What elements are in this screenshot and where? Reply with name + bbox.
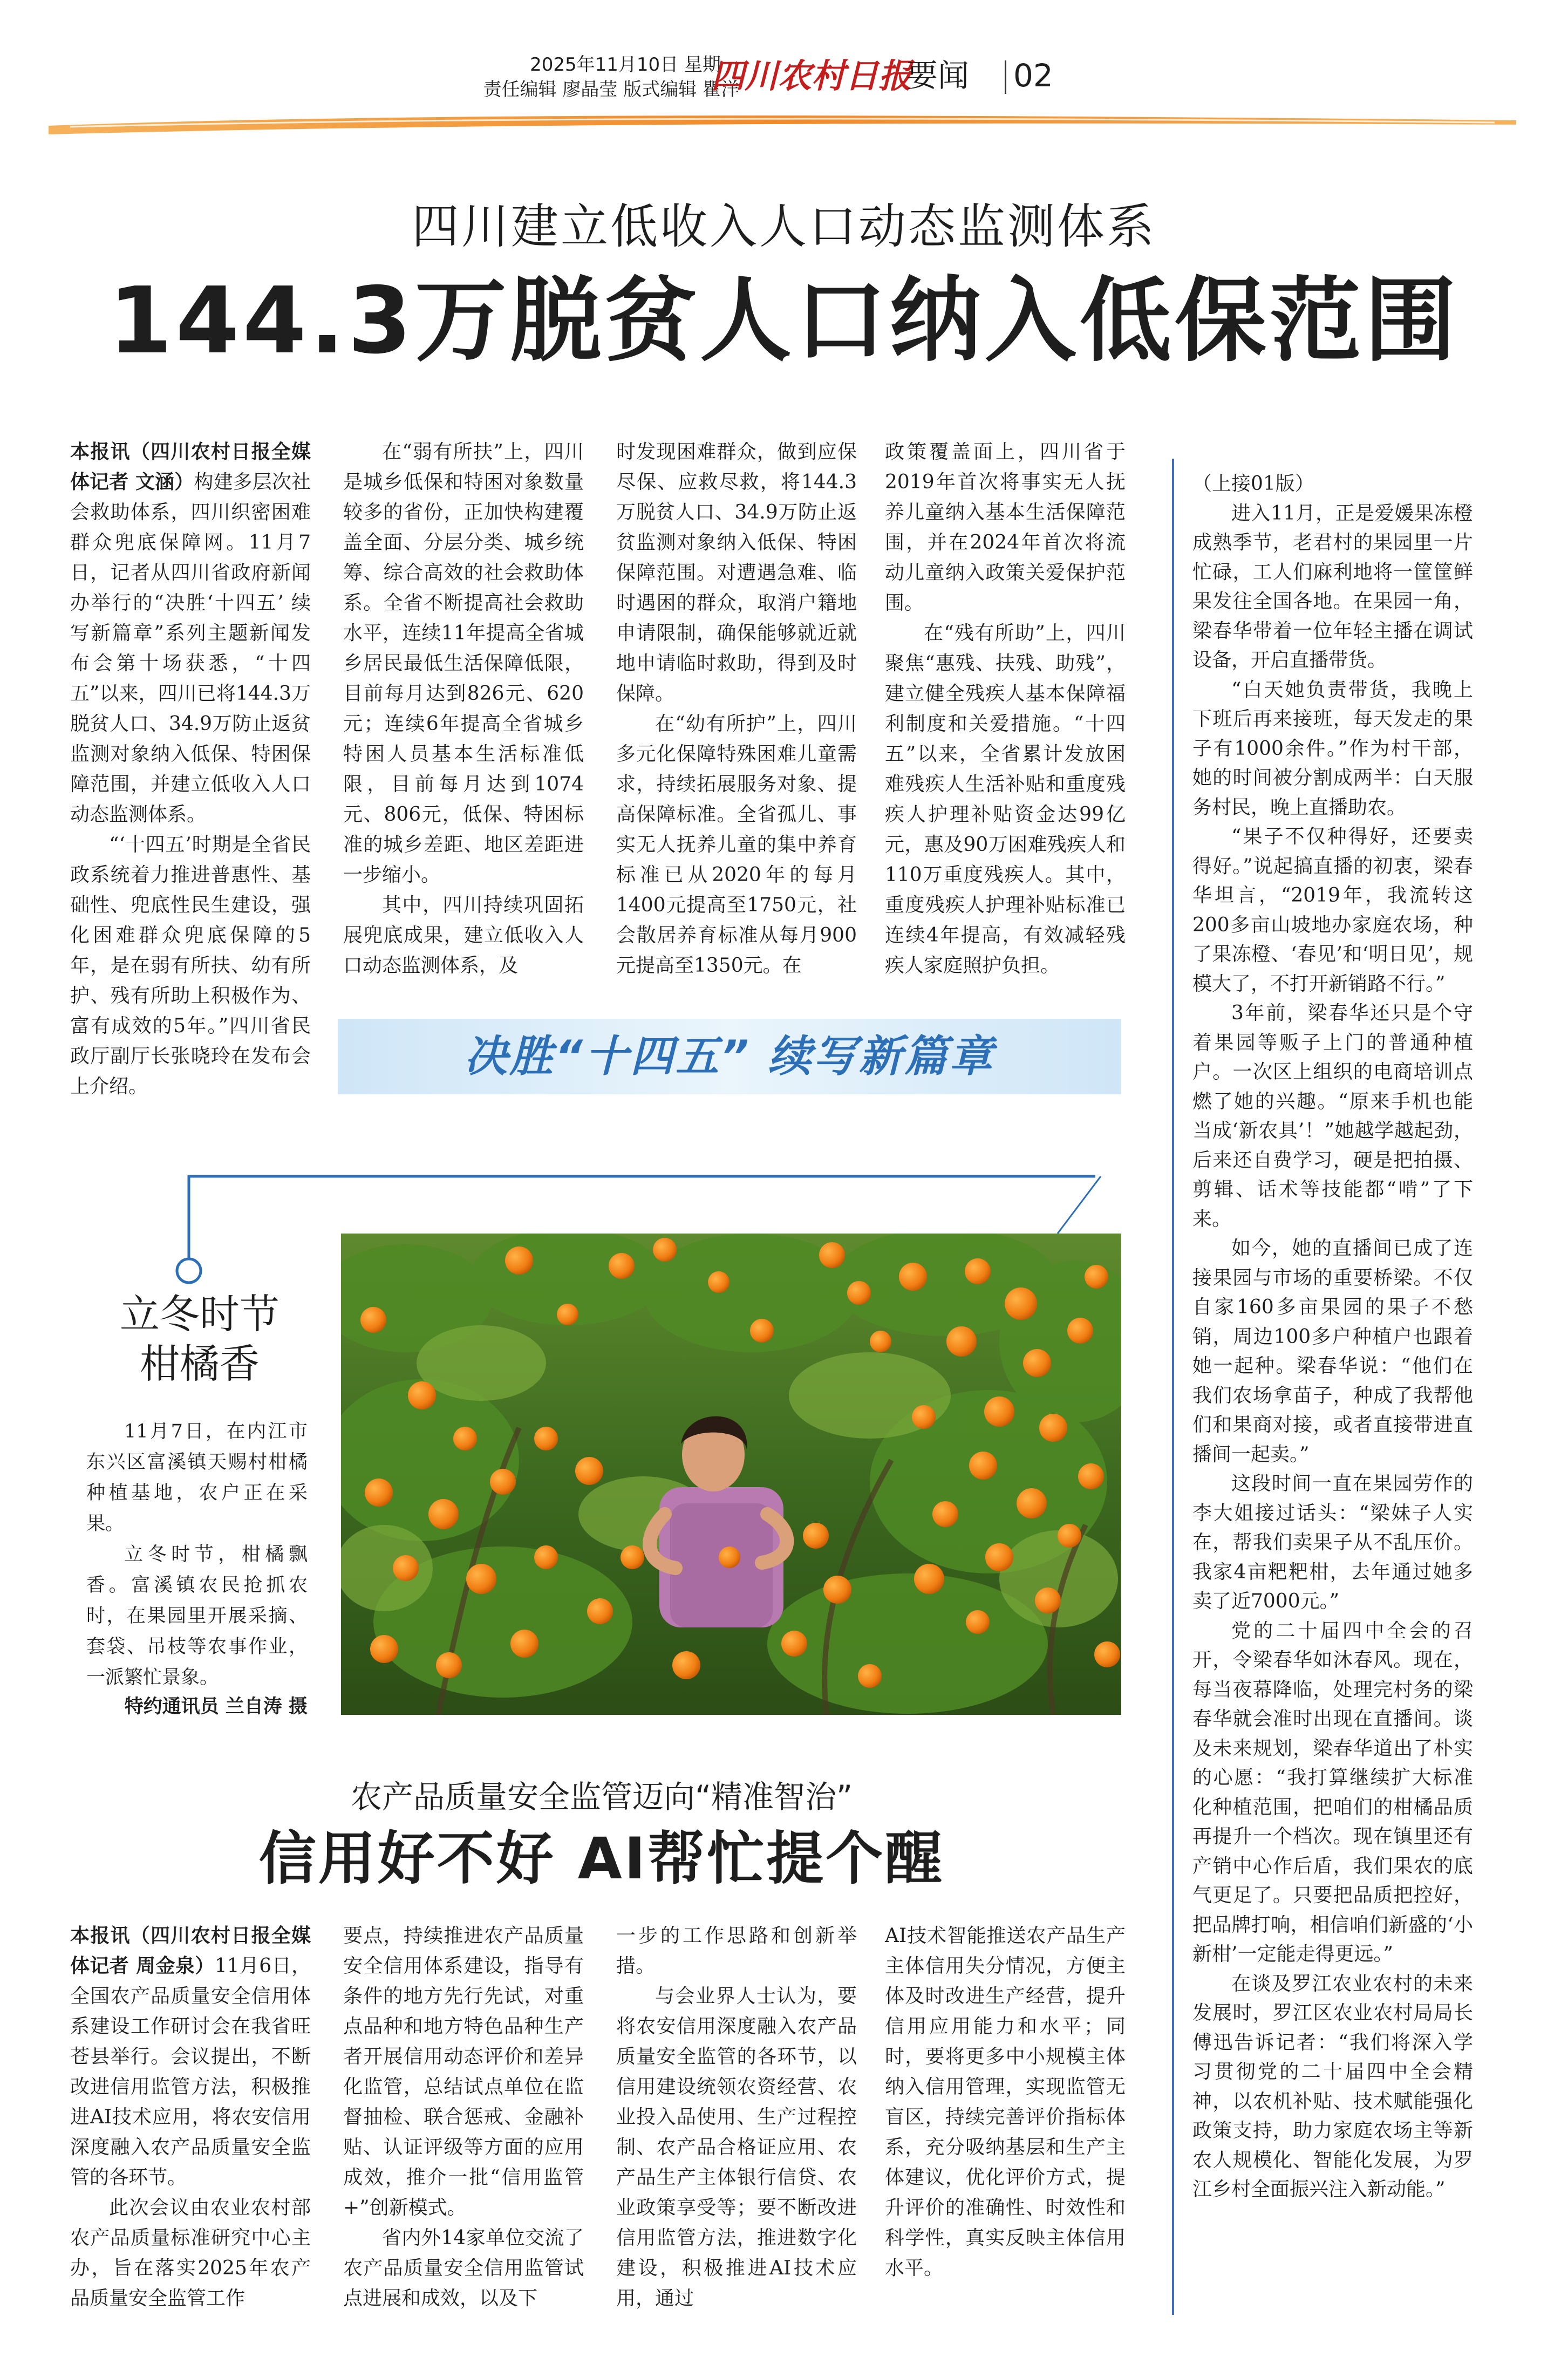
series-banner: 决胜“十四五” 续写新篇章 [464,1031,995,1081]
photo-feature-title [76,1290,324,1389]
article2-column-4 [885,1921,1126,2284]
article2-paragraph: 省内外14家单位交流了农产品质量安全信用监管试点进展和成效，以及下 [343,2227,584,2309]
orange-harvest-photo [341,1234,1121,1715]
side-column-paragraph: 进入11月，正是爱媛果冻橙成熟季节，老君村的果园里一片忙碌，工人们麻利地将一筐筐鲜果发往全国各地。在果园一角，梁春华带着一位年轻主播在调试设备，开启直播带货。 [1192,502,1473,671]
article1-paragraph: 政策覆盖面上，四川省于2019年首次将事实无人抚养儿童纳入基本生活保障范围，并在2024年首次将流动儿童纳入政策关爱保护范围。 [885,441,1126,614]
article1-paragraph: 在“残有所助”上，四川聚焦“惠残、扶残、助残”，建立健全残疾人基本保障福利制度和关爱措施。“十四五”以来，全省累计发放困难残疾人生活补贴和重度残疾人护理补贴资金达99亿元，惠及90万困难残疾人和110万重度残疾人。其中，重度残疾人护理补贴标准已连续4年提高，有效减轻残疾人家庭照护负担。 [885,622,1126,977]
article2-column-2 [343,1921,584,2314]
photo-title-line-2: 柑橘香 [140,1341,260,1387]
article2-column-1 [70,1921,311,2314]
article1-paragraph: 在“幼有所护”上，四川多元化保障特殊困难儿童需求，持续拓展服务对象、提高保障标准。全省孤儿、事实无人抚养儿童的集中养育标准已从2020年的每月1400元提高至1750元，社会散居养育标准从每月900元提高至1350元。在 [616,713,857,977]
side-column-paragraph: “白天她负责带货，我晚上下班后再来接班，每天发走的果子有1000余件。”作为村干部，她的时间被分割成两半：白天服务村民，晚上直播助农。 [1192,678,1473,819]
side-column-paragraph: 在谈及罗江农业农村的未来发展时，罗江区农业农村局局长傅迅告诉记者：“我们将深入学习贯彻党的二十届四中全会精神，以农机补贴、技术赋能强化政策支持，助力家庭农场主等新农人规模化、智能化发展，为罗江乡村全面振兴注入新动能。” [1192,1972,1473,2200]
article1-byline: 本报讯（四川农村日报全媒体记者 文涵） [70,441,311,493]
article2-byline: 本报讯（四川农村日报全媒体记者 周金泉） [70,1925,311,1977]
article1-column-1 [70,437,311,1102]
photo-caption [86,1416,308,1693]
article2-paragraph: 11月6日，全国农产品质量安全信用体系建设工作研讨会在我省旺苍县举行。会议提出，不断改进信用监管方法，积极推进AI技术应用，将农安信用深度融入农产品质量安全监管的各环节。 [70,1955,311,2189]
photo-title-line-1: 立冬时节 [120,1291,279,1338]
side-column-paragraph: 党的二十届四中全会的召开，令梁春华如沐春风。现在，每当夜幕降临，处理完村务的梁春华就会准时出现在直播间。谈及未来规划，梁春华道出了朴实的心愿：“我打算继续扩大标准化种植范围，把咱们的柑橘品质再提升一个档次。现在镇里还有产销中心作后盾，我们果农的底气更足了。只要把品质把控好，把品牌打响，相信咱们新盛的‘小新柑’一定能走得更远。” [1192,1619,1473,1965]
article2-paragraph: 一步的工作思路和创新举措。 [616,1925,857,1977]
section-name: 要闻 [906,57,970,94]
photo-credit: 特约通讯员 兰自涛 摄 [124,1696,308,1718]
editor-credits: 责任编辑 廖晶莹 版式编辑 瞿洋 [483,79,739,100]
page-number: 02 [1013,57,1053,94]
article2-column-3 [616,1921,857,2314]
article1-column-4 [885,437,1126,981]
side-column-rule [1172,459,1174,2315]
article1-paragraph: 时发现困难群众，做到应保尽保、应救尽救，将144.3万脱贫人口、34.9万防止返贫监测对象纳入低保、特困保障范围。对遭遇急难、临时遇困的群众，取消户籍地申请限制，确保能够就近就地申请临时救助，得到及时保障。 [616,441,857,705]
side-column-paragraph: 这段时间一直在果园劳作的李大姐接过话头：“梁妹子人实在，帮我们卖果子从不乱压价。我家4亩粑粑柑，去年通过她多卖了近7000元。” [1192,1473,1473,1612]
article2-paragraph: 要点，持续推进农产品质量安全信用体系建设，指导有条件的地方先行先试，对重点品种和地方特色品种生产者开展信用动态评价和差异化监管，总结试点单位在监督抽检、联合惩戒、金融补贴、认证评级等方面的应用成效，推介一批“信用监管+”创新模式。 [343,1925,584,2219]
issue-date: 2025年11月10日 星期一 [530,54,739,76]
side-column-paragraph: 如今，她的直播间已成了连接果园与市场的重要桥梁。不仅自家160多亩果园的果子不愁销，周边100多户种植户也跟着她一起种。梁春华说：“他们在我们农场拿苗子，种成了我帮他们和果商对接，或者直接带进直播间一起卖。” [1192,1237,1473,1466]
article2-paragraph: 此次会议由农业农村部农产品质量标准研究中心主办，旨在落实2025年农产品质量安全监管工作 [70,2197,311,2309]
article1-paragraph: 在“弱有所扶”上，四川是城乡低保和特困对象数量较多的省份，正加快构建覆盖全面、分层分类、城乡统筹、综合高效的社会救助体系。全省不断提高社会救助水平，连续11年提高全省城乡居民最低生活保障低限，目前每月达到826元、620元；连续6年提高全省城乡特困人员基本生活标准低限，目前每月达到1074元、806元，低保、特困标准的城乡差距、地区差距进一步缩小。 [343,441,584,886]
article1-subtitle: 四川建立低收入人口动态监测体系 [411,199,1156,254]
header-orange-band [49,111,1516,137]
article1-column-3 [616,437,857,981]
photo-caption-paragraph: 11月7日，在内江市东兴区富溪镇天赐村柑橘种植基地，农户正在采果。 [86,1421,308,1535]
article2-paragraph: 与会业界人士认为，要将农安信用深度融入农产品质量安全监管的各环节，以信用建设统领农资经营、农业投入品使用、生产过程控制、农产品合格证应用、农产品生产主体银行信贷、农业政策享受等；要不断改进信用监管方法，推进数字化建设，积极推进AI技术应用，通过 [616,1985,857,2309]
article1-headline: 144.3万脱贫人口纳入低保范围 [108,268,1460,374]
article1-paragraph: 构建多层次社会救助体系，四川织密困难群众兜底保障网。11月7日，记者从四川省政府新闻办举行的“决胜‘十四五’ 续写新篇章”系列主题新闻发布会第十场获悉，“十四五”以来，四川已将144.3万脱贫人口、34.9万防止返贫监测对象纳入低保、特困保障范围，并建立低收入人口动态监测体系。 [70,471,311,826]
side-column-paragraph: “果子不仅种得好，还要卖得好。”说起搞直播的初衷，梁春华坦言，“2019年，我流转这200多亩山坡地办家庭农场，种了果冻橙、‘春见’和‘明日见’，规模大了，不打开新销路不行。” [1192,826,1473,995]
continued-from-label: （上接01版） [1192,473,1314,495]
article2-headline: 信用好不好 AI帮忙提个醒 [258,1825,945,1892]
article1-column-2 [343,437,584,981]
side-column-paragraph: 3年前，梁春华还只是个守着果园等贩子上门的普通种植户。一次区上组织的电商培训点燃了她的兴趣。“原来手机也能当成‘新农具’！”她越学越起劲，后来还自费学习，硬是把拍摄、剪辑、话术等技能都“啃”了下来。 [1192,1002,1473,1230]
article1-paragraph: 其中，四川持续巩固拓展兜底成果，建立低收入人口动态监测体系，及 [343,894,584,977]
article2-paragraph: AI技术智能推送农产品生产主体信用失分情况，方便主体及时改进生产经营，提升信用应用能力和水平；同时，要将更多中小规模主体纳入信用管理，实现监管无盲区，持续完善评价指标体系，充分吸纳基层和生产主体建议，优化评价方式，提升评价的准确性、时效性和科学性，真实反映主体信用水平。 [885,1925,1126,2279]
header-divider [1005,60,1006,94]
newspaper-logo: 四川农村日报 [711,56,912,96]
photo-caption-paragraph: 立冬时节，柑橘飘香。富溪镇农民抢抓农时，在果园里开展采摘、套袋、吊枝等农事作业，一派繁忙景象。 [86,1544,308,1688]
side-column [1192,469,1473,2205]
article1-paragraph: “‘十四五’时期是全省民政系统着力推进普惠性、基础性、兜底性民生建设，强化困难群众兜底保障的5年，是在弱有所扶、幼有所护、残有所助上积极作为、富有成效的5年。”四川省民政厅副厅长张晓玲在发布会上介绍。 [70,834,311,1098]
article2-subtitle: 农产品质量安全监管迈向“精准智治” [350,1779,853,1815]
